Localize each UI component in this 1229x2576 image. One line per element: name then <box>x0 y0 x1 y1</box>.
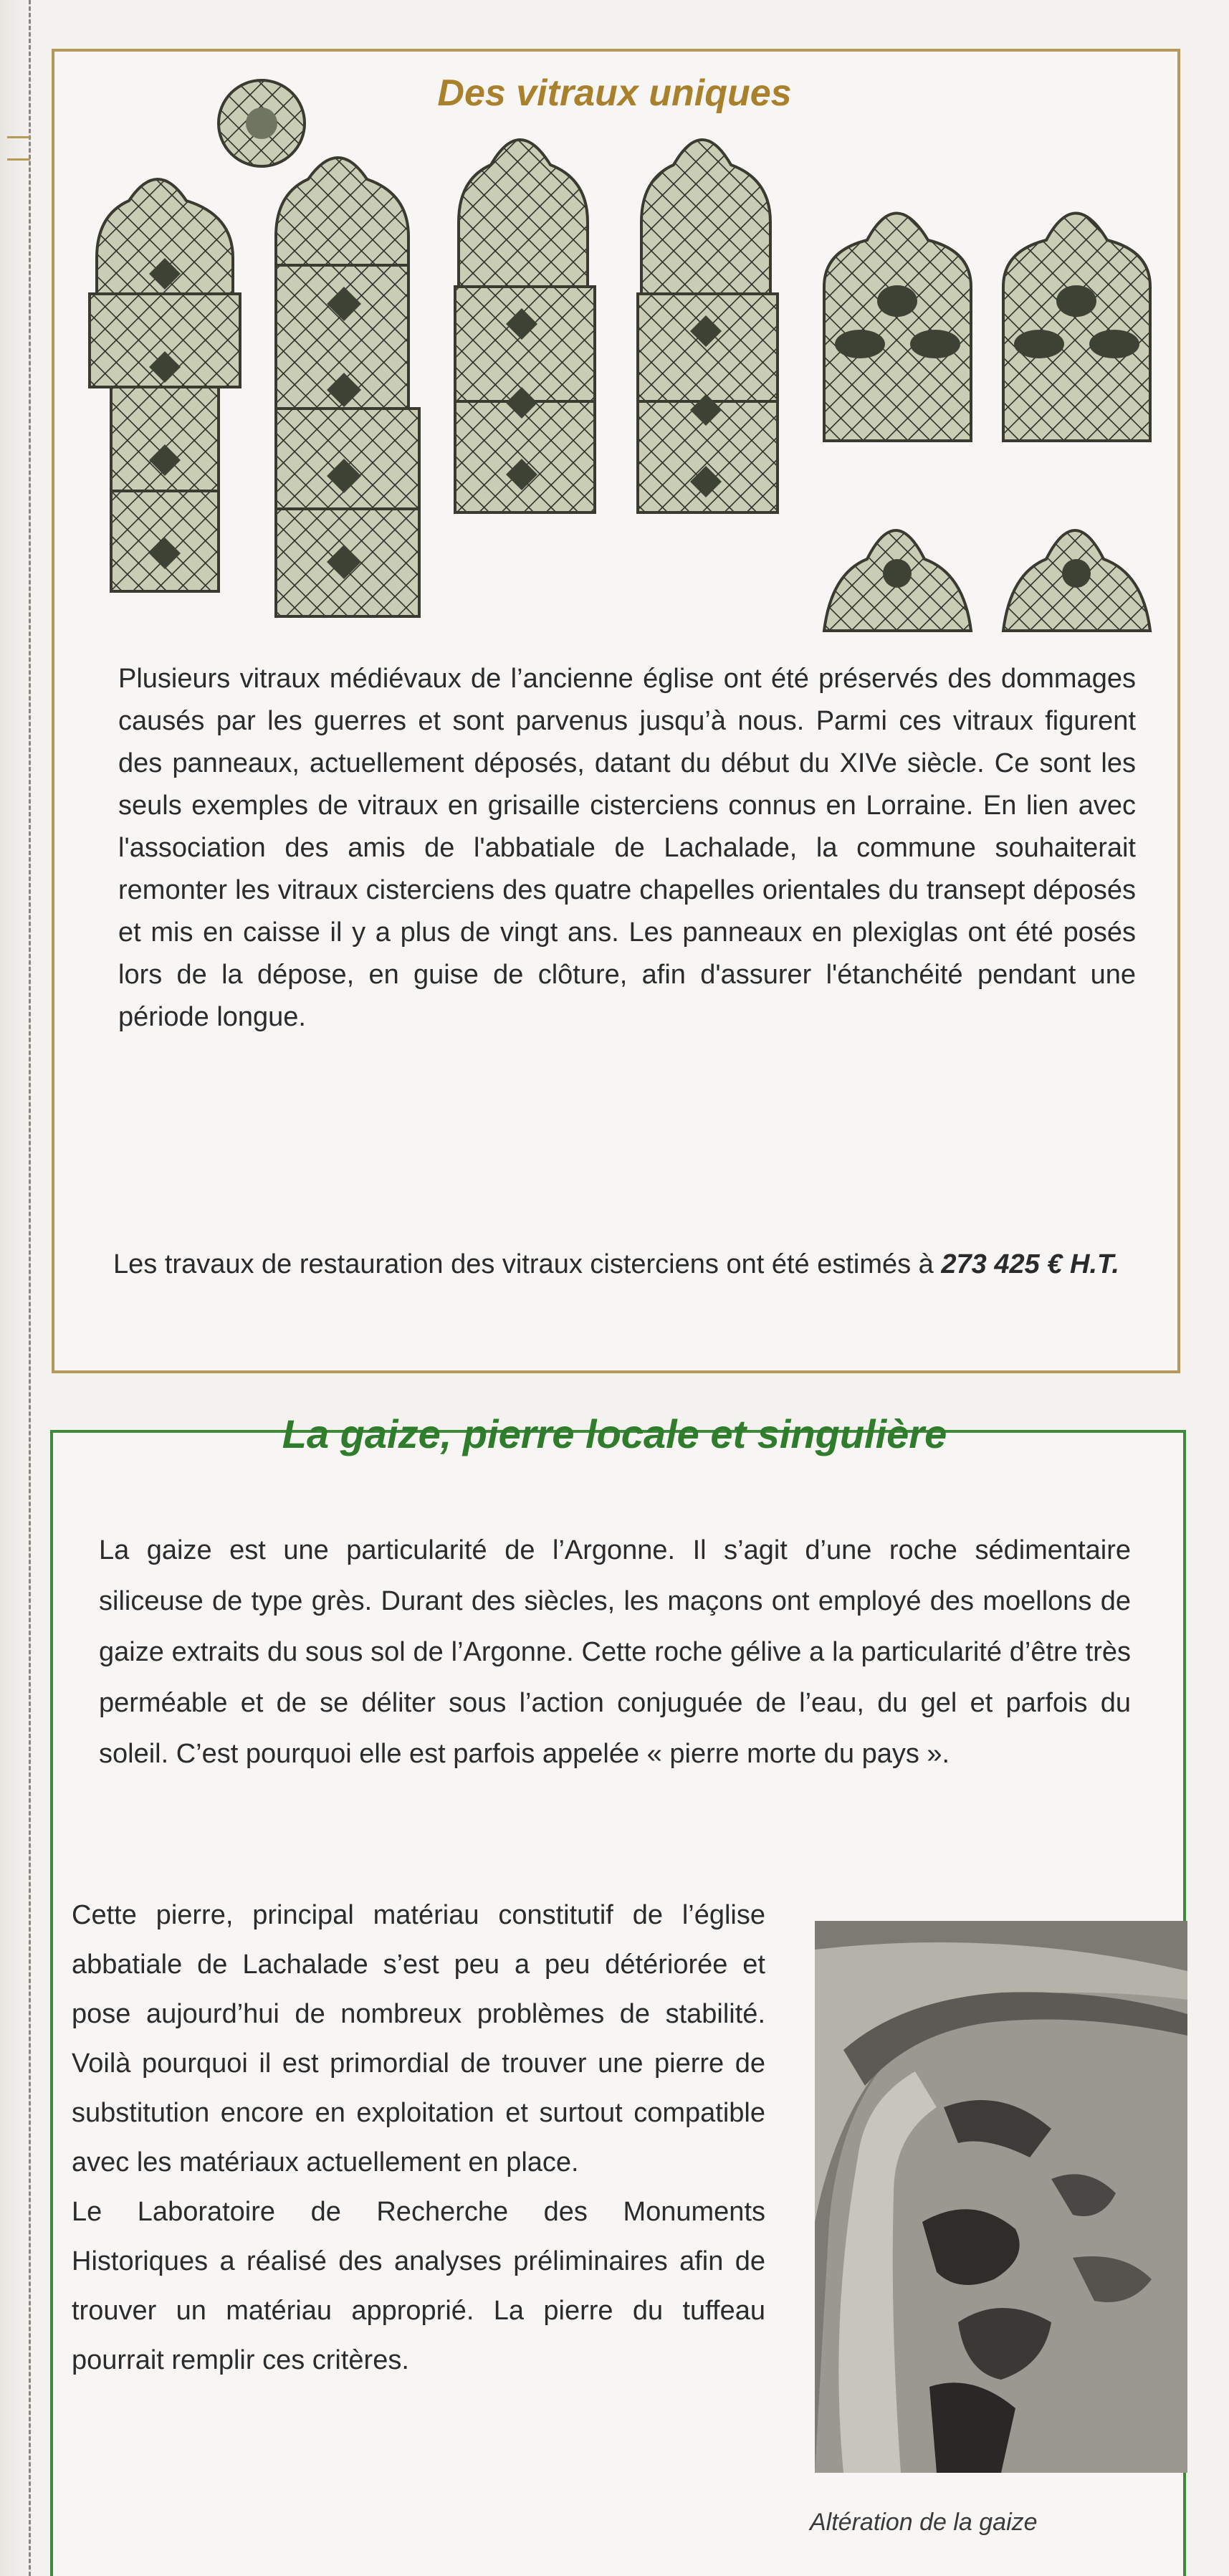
gaize-alteration-photo <box>815 1921 1187 2473</box>
vitraux-section-title: Des vitraux uniques <box>437 72 792 114</box>
vitraux-paragraph: Plusieurs vitraux médiévaux de l’ancienne église ont été préservés des dommages causés par les guerres et sont parvenus jusqu’à nous. Parmi ces vitraux figurent des panneaux, actuellement déposés, datant du début du XIVe siècle. Ce sont les seuls exemples de vitraux en grisaille cisterciens connus en Lorraine. En lien avec l'association des amis de l'abbatiale de Lachalade, la commune souhaiterait remonter les vitraux cisterciens des quatre chapelles orientales du transept déposés et mis en caisse il y a plus de vingt ans. Les panneaux en plexiglas ont été posés lors de la dépose, en guise de clôture, afin d'assurer l'étanchéité pendant une période longue. <box>118 664 1136 1032</box>
tracery-panel-2 <box>1003 530 1150 631</box>
gaize-section-title: La gaize, pierre locale et singulière <box>282 1411 947 1456</box>
photo-caption: Altération de la gaize <box>810 2509 1038 2536</box>
lancet-window-1 <box>90 179 240 591</box>
tracery-panel-1 <box>824 530 971 631</box>
gaize-paragraph-2-3 <box>72 1891 765 2385</box>
lancet-window-4 <box>638 140 778 512</box>
trefoil-panel-2 <box>1003 214 1150 442</box>
lancet-window-3 <box>455 140 595 512</box>
vitraux-cost-line <box>107 1244 1125 1285</box>
stained-glass-illustrations <box>72 72 1190 645</box>
lancet-window-2 <box>276 158 419 616</box>
cost-text: Les travaux de restauration des vitraux cisterciens ont été estimés à <box>113 1249 934 1279</box>
gaize-paragraph-1: La gaize est une particularité de l’Argonne. Il s’agit d’une roche sédimentaire siliceuse de type grès. Durant des siècles, les maçons ont employé des moellons de gaize extraits du sous sol de l’Argonne. Cette roche gélive a la particularité d’être très perméable et de se déliter sous l’action conjuguée de l’eau, du gel et parfois du soleil. C’est pourquoi elle est parfois appelée « pierre morte du pays ». <box>99 1535 1131 1769</box>
rosette-window <box>219 80 305 166</box>
gaize-paragraph-3: Le Laboratoire de Recherche des Monuments Historiques a réalisé des analyses préliminaires afin de trouver un matériau approprié. La pierre du tuffeau pourrait remplir ces critères. <box>72 2197 765 2375</box>
gaize-paragraph-2: Cette pierre, principal matériau constitutif de l’église abbatiale de Lachalade s’est peu a peu détériorée et pose aujourd’hui de nombreux problèmes de stabilité. Voilà pourquoi il est primordial de trouver une pierre de substitution encore en exploitation et surtout compatible avec les matériaux actuellement en place. <box>72 1900 765 2177</box>
cost-value: 273 425 € H.T. <box>941 1249 1119 1279</box>
page-edge-mark <box>7 136 30 161</box>
left-page-edge <box>0 0 31 2576</box>
trefoil-panel-1 <box>824 214 971 442</box>
